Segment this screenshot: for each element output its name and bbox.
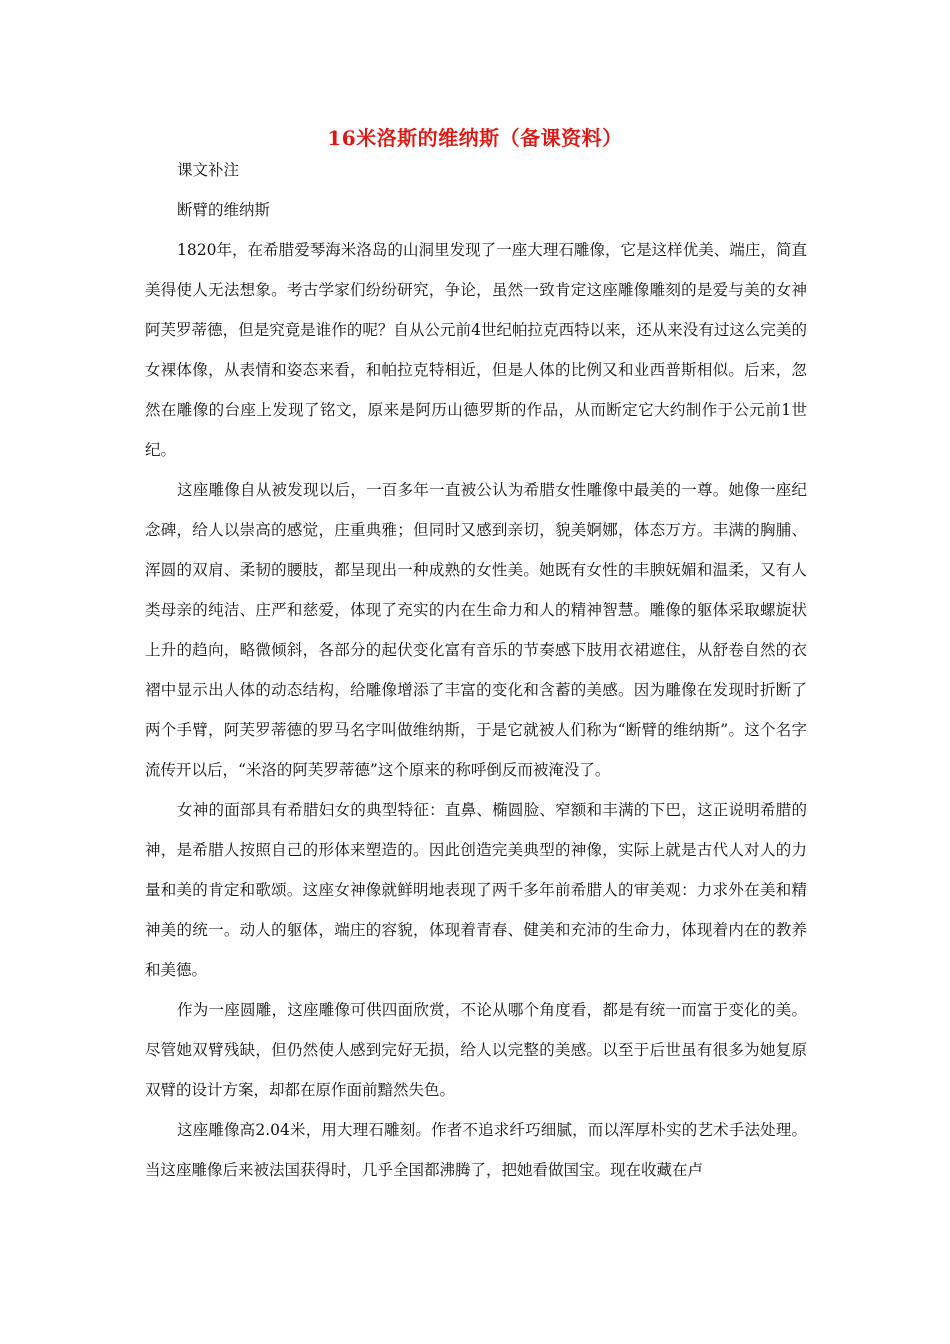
- paragraph-dimensions: 这座雕像高2.04米，用大理石雕刻。作者不追求纤巧细腻，而以浑厚朴实的艺术手法处理。当这座雕像后来被法国获得时，几乎全国都沸腾了，把她看做国宝。现在收藏在卢: [145, 1121, 807, 1179]
- document-body: [145, 150, 807, 1190]
- paragraph-face: 女神的面部具有希腊妇女的典型特征：直鼻、椭圆脸、窄额和丰满的下巴，这正说明希腊的神，是希腊人按照自己的形体来塑造的。因此创造完美典型的神像，实际上就是古代人对人的力量和美的肯定和歌颂。这座女神像就鲜明地表现了两千多年前希腊人的审美观：力求外在美和精神美的统一。动人的躯体，端庄的容貌，体现着青春、健美和充沛的生命力，体现着内在的教养和美德。: [145, 801, 807, 979]
- paragraph-discovery: 1820年，在希腊爱琴海米洛岛的山洞里发现了一座大理石雕像，它是这样优美、端庄，简直美得使人无法想象。考古学家们纷纷研究，争论，虽然一致肯定这座雕像雕刻的是爱与美的女神阿芙罗蒂德，但是究竟是谁作的呢？自从公元前4世纪帕拉克西特以来，还从来没有过这么完美的女裸体像，从表情和姿态来看，和帕拉克特相近，但是人体的比例又和业西普斯相似。后来，忽然在雕像的台座上发现了铭文，原来是阿历山德罗斯的作品，从而断定它大约制作于公元前1世纪。: [145, 241, 807, 459]
- paragraph-round-sculpture: 作为一座圆雕，这座雕像可供四面欣赏，不论从哪个角度看，都是有统一而富于变化的美。尽管她双臂残缺，但仍然使人感到完好无损，给人以完整的美感。以至于后世虽有很多为她复原双臂的设计方案，却都在原作面前黯然失色。: [145, 1001, 807, 1099]
- section-label: 课文补注: [177, 161, 240, 179]
- document-title: 16米洛斯的维纳斯（备课资料）: [327, 126, 623, 150]
- paragraph-description: 这座雕像自从被发现以后，一百多年一直被公认为希腊女性雕像中最美的一尊。她像一座纪念碑，给人以崇高的感觉，庄重典雅；但同时又感到亲切，貌美婀娜，体态万方。丰满的胸脯、浑圆的双肩、柔韧的腰肢，都呈现出一种成熟的女性美。她既有女性的丰腴妩媚和温柔，又有人类母亲的纯洁、庄严和慈爱，体现了充实的内在生命力和人的精神智慧。雕像的躯体采取螺旋状上升的趋向，略微倾斜，各部分的起伏变化富有音乐的节奏感下肢用衣裙遮住，从舒卷自然的衣褶中显示出人体的动态结构，给雕像增添了丰富的变化和含蓄的美感。因为雕像在发现时折断了两个手臂，阿芙罗蒂德的罗马名字叫做维纳斯，于是它就被人们称为“断臂的维纳斯”。这个名字流传开以后，“米洛的阿芙罗蒂德”这个原来的称呼倒反而被淹没了。: [145, 481, 807, 779]
- section-subtitle: 断臂的维纳斯: [177, 201, 271, 219]
